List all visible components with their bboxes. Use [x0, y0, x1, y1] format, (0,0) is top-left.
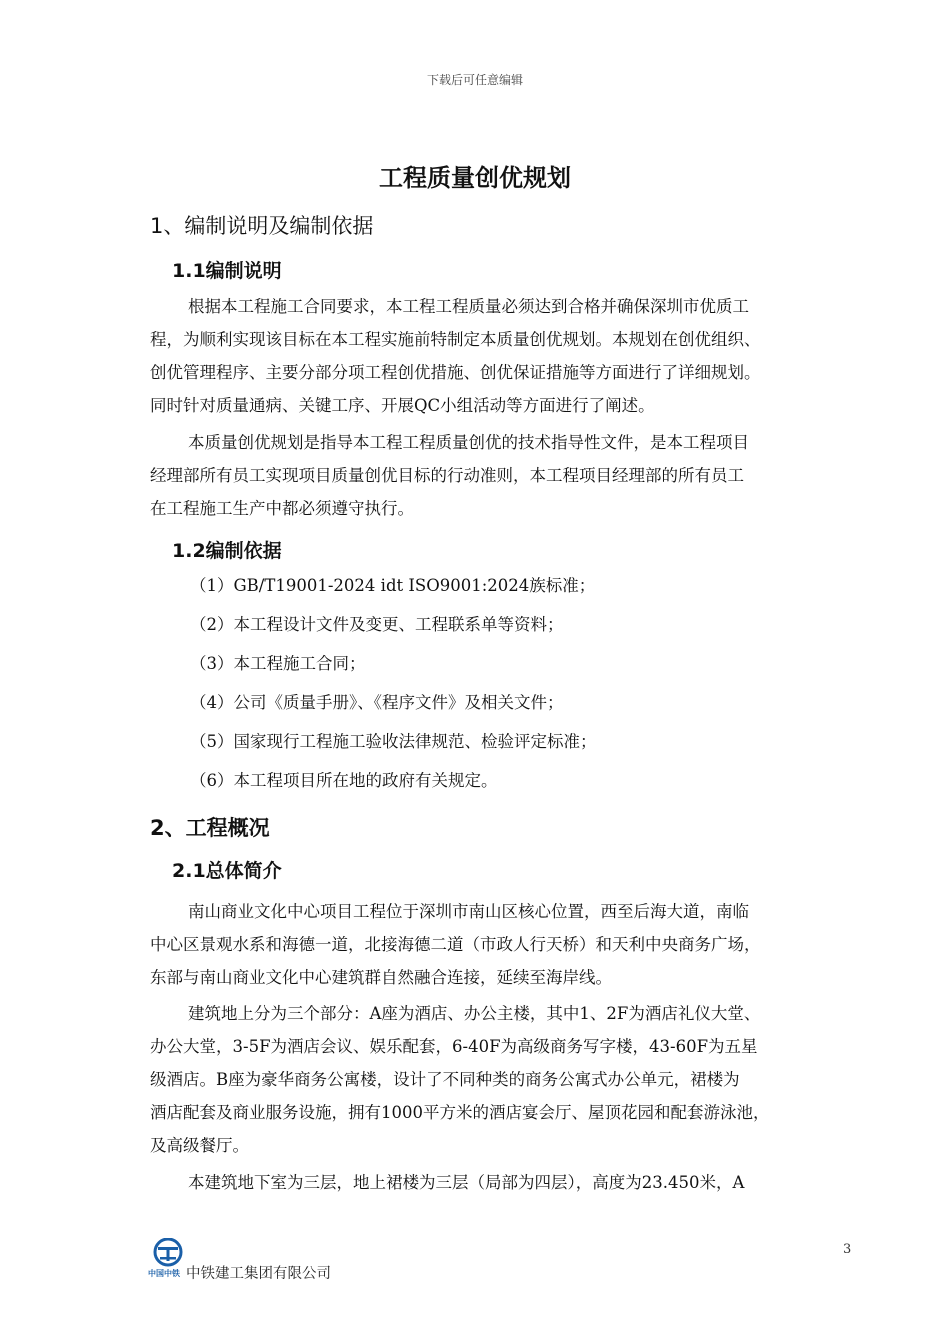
- text-line: 创优管理程序、主要分部分项工程创优措施、创优保证措施等方面进行了详细规划。: [150, 363, 761, 382]
- section-2-1-paragraph-1: [150, 895, 862, 994]
- basis-list: [190, 566, 597, 800]
- header-note: 下载后可任意编辑: [426, 73, 523, 87]
- text-line: 中心区景观水系和海德一道，北接海德二道（市政人行天桥）和天利中央商务广场，: [150, 935, 761, 954]
- company-name: 中铁建工集团有限公司: [186, 1266, 331, 1282]
- text-line: 建筑地上分为三个部分：A座为酒店、办公主楼，其中1、2F为酒店礼仪大堂、: [188, 1004, 761, 1023]
- section-2-1-paragraph-3: [150, 1166, 862, 1199]
- text-line: 同时针对质量通病、关键工序、开展QC小组活动等方面进行了阐述。: [150, 396, 655, 415]
- text-line: 本质量创优规划是指导本工程工程质量创优的技术指导性文件，是本工程项目: [188, 433, 749, 452]
- list-item: （2）本工程设计文件及变更、工程联系单等资料；: [190, 615, 564, 634]
- text-line: 本建筑地下室为三层，地上裙楼为三层（局部为四层），高度为23.450米，A: [188, 1173, 745, 1192]
- text-line: 经理部所有员工实现项目质量创优目标的行动准则，本工程项目经理部的所有员工: [150, 466, 744, 485]
- text-line: 办公大堂，3-5F为酒店会议、娱乐配套，6-40F为高级商务写字楼，43-60F为五星: [150, 1037, 758, 1056]
- text-line: 级酒店。B座为豪华商务公寓楼，设计了不同种类的商务公寓式办公单元，裙楼为: [150, 1070, 740, 1089]
- list-item: （1）GB/T19001-2024 idt ISO9001:2024族标准；: [190, 576, 596, 595]
- logo-text: 中国中铁: [148, 1269, 180, 1278]
- section-2-1-heading: 2.1总体简介: [172, 860, 282, 882]
- section-2-heading: 2、工程概况: [150, 816, 270, 840]
- section-1-1-paragraph-1: [150, 290, 862, 422]
- text-line: 在工程施工生产中都必须遵守执行。: [150, 499, 414, 518]
- text-line: 及高级餐厅。: [150, 1136, 249, 1155]
- page-number: 3: [843, 1242, 852, 1257]
- section-1-1-heading: 1.1编制说明: [172, 260, 282, 282]
- section-1-1-paragraph-2: [150, 426, 862, 525]
- section-1-heading: 1、编制说明及编制依据: [150, 214, 374, 238]
- text-line: 南山商业文化中心项目工程位于深圳市南山区核心位置，西至后海大道，南临: [188, 902, 749, 921]
- footer: [148, 1238, 408, 1284]
- text-line: 酒店配套及商业服务设施，拥有1000平方米的酒店宴会厅、屋顶花园和配套游泳池，: [150, 1103, 770, 1122]
- list-item: （5）国家现行工程施工验收法律规范、检验评定标准；: [190, 732, 597, 751]
- list-item: （3）本工程施工合同；: [190, 654, 366, 673]
- list-item: （4）公司《质量手册》、《程序文件》及相关文件；: [190, 693, 564, 712]
- section-2-1-paragraph-2: [150, 997, 862, 1162]
- list-item: （6）本工程项目所在地的政府有关规定。: [190, 771, 498, 790]
- document-title: 工程质量创优规划: [379, 164, 571, 192]
- text-line: 根据本工程施工合同要求，本工程工程质量必须达到合格并确保深圳市优质工: [188, 297, 749, 316]
- section-1-2-heading: 1.2编制依据: [172, 540, 282, 562]
- text-line: 东部与南山商业文化中心建筑群自然融合连接，延续至海岸线。: [150, 968, 612, 987]
- text-line: 程，为顺利实现该目标在本工程实施前特制定本质量创优规划。本规划在创优组织、: [150, 330, 761, 349]
